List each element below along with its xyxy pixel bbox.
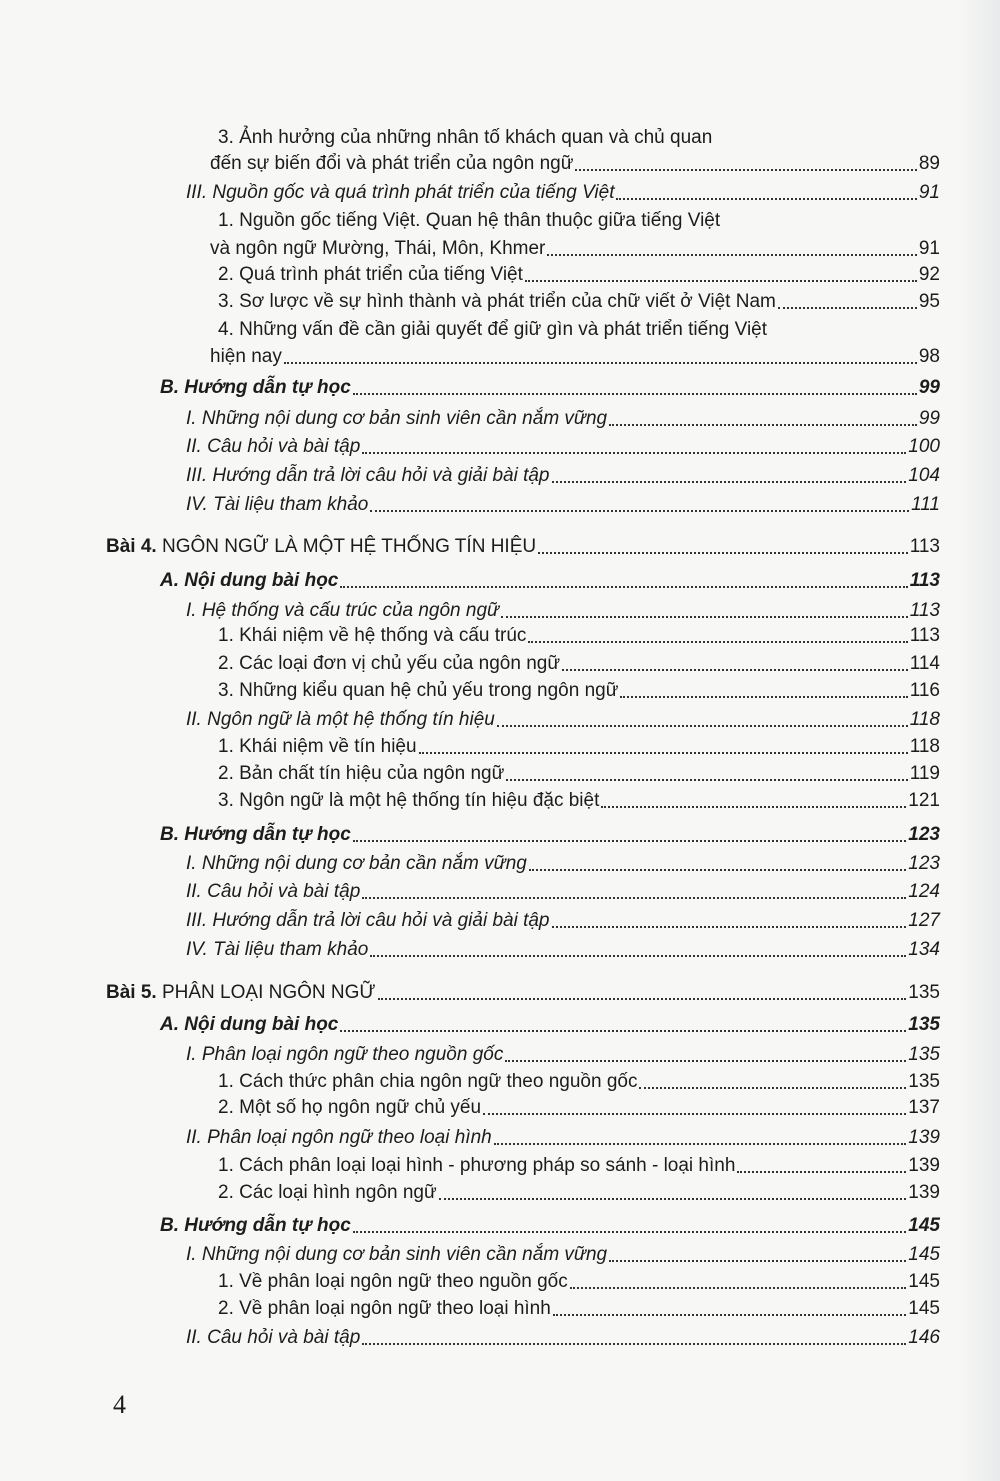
toc-entry-title: 2. Bản chất tín hiệu của ngôn ngữ: [218, 763, 505, 784]
toc-entry-page: 119: [909, 763, 940, 784]
toc-entry-page: 135: [908, 1071, 940, 1092]
toc-entry: [186, 459, 940, 487]
toc-entry-title: II. Ngôn ngữ là một hệ thống tín hiệu: [186, 709, 495, 730]
toc-entry-title: đến sự biến đổi và phát triển của ngôn ngữ: [210, 153, 574, 174]
toc-entry-title: A. Nội dung bài học: [160, 1014, 339, 1035]
toc-entry-page: 118: [909, 709, 940, 730]
toc-entry-page: 92: [918, 264, 940, 285]
dot-leader: [601, 806, 906, 808]
toc-entry-page: 99: [918, 377, 940, 398]
toc-entry: [218, 647, 940, 675]
toc-entry: [218, 1149, 940, 1177]
dot-leader: [538, 552, 908, 554]
toc-entry-page: 139: [908, 1182, 940, 1203]
dot-leader: [362, 452, 906, 454]
toc-entry: [186, 847, 940, 875]
page-edge-shadow: [960, 0, 1000, 1481]
toc-entry: [210, 147, 940, 175]
dot-leader: [639, 1087, 906, 1089]
toc-entry-title: 2. Về phân loại ngôn ngữ theo loại hình: [218, 1298, 551, 1319]
page-number: 4: [113, 1390, 126, 1419]
toc-entry-title: I. Những nội dung cơ bản cần nắm vững: [186, 853, 527, 874]
dot-leader: [553, 1314, 906, 1316]
toc-entry-page: 145: [908, 1244, 940, 1265]
toc-entry: [218, 258, 940, 286]
toc-entry: [160, 1209, 940, 1237]
toc-entry-page: 135: [908, 982, 940, 1003]
toc-entry: [186, 904, 940, 932]
toc-entry: [218, 674, 940, 702]
toc-entry-page: 116: [909, 680, 940, 701]
toc-entry: [218, 784, 940, 812]
toc-entry-page: 114: [909, 653, 940, 674]
toc-entry-title: I. Những nội dung cơ bản sinh viên cần nắm vững: [186, 408, 608, 429]
toc-entry: [218, 730, 940, 758]
toc-entry-title: 1. Khái niệm về tín hiệu: [218, 736, 417, 757]
toc-entry-title: B. Hướng dẫn tự học: [160, 824, 351, 845]
toc-entry-title: Bài 4. NGÔN NGỮ LÀ MỘT HỆ THỐNG TÍN HIỆU: [106, 536, 537, 557]
toc-entry-title: 1. Nguồn gốc tiếng Việt. Quan hệ thân thuộc giữa tiếng Việt: [218, 210, 721, 231]
toc-entry-page: 113: [909, 570, 940, 591]
toc-entry-page: 113: [909, 536, 940, 557]
toc-entry-page: 145: [908, 1215, 940, 1236]
toc-entry: [186, 875, 940, 903]
toc-entry-title: II. Phân loại ngôn ngữ theo loại hình: [186, 1127, 492, 1148]
dot-leader: [340, 586, 907, 588]
dot-leader: [378, 998, 907, 1000]
dot-leader: [340, 1030, 906, 1032]
toc-entry: [186, 402, 940, 430]
toc-entry: [218, 121, 978, 149]
toc-entry-page: 135: [908, 1044, 940, 1065]
toc-entry-page: 91: [918, 182, 940, 203]
toc-entry-title: hiện nay: [210, 346, 282, 367]
dot-leader: [494, 1143, 907, 1145]
toc-entry: [186, 488, 940, 516]
toc-entry-page: 99: [918, 408, 940, 429]
toc-entry-title: 1. Khái niệm về hệ thống và cấu trúc: [218, 625, 527, 646]
dot-leader: [575, 169, 916, 171]
toc-entry-title: 3. Sơ lược về sự hình thành và phát triển của chữ viết ở Việt Nam: [218, 291, 776, 312]
toc-entry-page: 111: [911, 494, 940, 515]
toc-entry-title: B. Hướng dẫn tự học: [160, 1215, 351, 1236]
toc-entry: [186, 1238, 940, 1266]
dot-leader: [362, 897, 906, 899]
dot-leader: [501, 616, 908, 618]
dot-leader: [284, 362, 917, 364]
dot-leader: [353, 393, 917, 395]
dot-leader: [497, 725, 908, 727]
dot-leader: [609, 424, 917, 426]
toc-entry-title: II. Câu hỏi và bài tập: [186, 881, 361, 902]
toc-entry-title: 2. Quá trình phát triển của tiếng Việt: [218, 264, 523, 285]
toc-entry: [186, 594, 940, 622]
dot-leader: [552, 481, 907, 483]
toc-entry: [106, 530, 940, 558]
toc-entry-page: 137: [908, 1097, 940, 1118]
toc-entry: [218, 1292, 940, 1320]
toc-entry-title: 3. Những kiểu quan hệ chủ yếu trong ngôn ngữ: [218, 680, 619, 701]
toc-entry-title: 3. Ảnh hưởng của những nhân tố khách quan và chủ quan: [218, 127, 713, 148]
toc-entry-page: 91: [918, 238, 940, 259]
dot-leader: [737, 1171, 906, 1173]
toc-entry: [160, 371, 940, 399]
toc-entry: [186, 1121, 940, 1149]
toc-entry-title: 4. Những vấn đề cần giải quyết để giữ gìn và phát triển tiếng Việt: [218, 319, 768, 340]
toc-entry-page: 139: [908, 1155, 940, 1176]
dot-leader: [552, 926, 907, 928]
toc-entry: [186, 430, 940, 458]
toc-entry-page: 113: [909, 625, 940, 646]
toc-entry-title: 1. Cách thức phân chia ngôn ngữ theo nguồn gốc: [218, 1071, 638, 1092]
toc-entry-title: 3. Ngôn ngữ là một hệ thống tín hiệu đặc biệt: [218, 790, 600, 811]
toc-entry: [160, 818, 940, 846]
dot-leader: [370, 955, 906, 957]
toc-entry-title: A. Nội dung bài học: [160, 570, 339, 591]
dot-leader: [483, 1113, 906, 1115]
toc-entry-page: 100: [908, 436, 940, 457]
toc-entry-page: 145: [908, 1298, 940, 1319]
dot-leader: [528, 641, 907, 643]
toc-entry-title: III. Hướng dẫn trả lời câu hỏi và giải bài tập: [186, 910, 550, 931]
toc-entry-title: I. Phân loại ngôn ngữ theo nguồn gốc: [186, 1044, 504, 1065]
toc-entry: [218, 313, 978, 341]
toc-entry: [106, 976, 940, 1004]
toc-entry-title: II. Câu hỏi và bài tập: [186, 436, 361, 457]
toc-entry: [218, 1091, 940, 1119]
dot-leader: [570, 1287, 907, 1289]
dot-leader: [370, 510, 909, 512]
toc-entry-title: 2. Các loại đơn vị chủ yếu của ngôn ngữ: [218, 653, 561, 674]
toc-entry-title: I. Hệ thống và cấu trúc của ngôn ngữ: [186, 600, 500, 621]
toc-entry-title: I. Những nội dung cơ bản sinh viên cần nắm vững: [186, 1244, 608, 1265]
toc-entry-page: 145: [908, 1271, 940, 1292]
toc-entry-title: 1. Về phân loại ngôn ngữ theo nguồn gốc: [218, 1271, 568, 1292]
toc-entry: [186, 176, 940, 204]
toc-entry: [218, 1265, 940, 1293]
toc-entry: [218, 1065, 940, 1093]
toc-entry-title: và ngôn ngữ Mường, Thái, Môn, Khmer: [210, 238, 546, 259]
toc-entry-page: 127: [908, 910, 940, 931]
dot-leader: [439, 1198, 907, 1200]
dot-leader: [562, 669, 908, 671]
toc-entry-title: III. Nguồn gốc và quá trình phát triển của tiếng Việt: [186, 182, 615, 203]
toc-entry: [186, 1321, 940, 1349]
dot-leader: [609, 1260, 906, 1262]
toc-entry: [218, 204, 978, 232]
toc-entry: [160, 564, 940, 592]
dot-leader: [525, 280, 917, 282]
toc-entry-page: 118: [909, 736, 940, 757]
toc-entry-page: 124: [908, 881, 940, 902]
dot-leader: [620, 696, 907, 698]
toc-entry-page: 89: [918, 153, 940, 174]
toc-entry-title: III. Hướng dẫn trả lời câu hỏi và giải bài tập: [186, 465, 550, 486]
toc-entry-page: 134: [908, 939, 940, 960]
toc-entry-title: IV. Tài liệu tham khảo: [186, 494, 369, 515]
toc-entry-title: B. Hướng dẫn tự học: [160, 377, 351, 398]
toc-entry-title: IV. Tài liệu tham khảo: [186, 939, 369, 960]
toc-entry: [218, 757, 940, 785]
toc-entry-title: Bài 5. PHÂN LOẠI NGÔN NGỮ: [106, 982, 376, 1003]
dot-leader: [778, 307, 917, 309]
toc-entry-page: 121: [908, 790, 940, 811]
toc-entry-page: 98: [918, 346, 940, 367]
dot-leader: [419, 752, 908, 754]
toc-entry-page: 113: [909, 600, 940, 621]
toc-entry: [186, 703, 940, 731]
toc-entry: [186, 933, 940, 961]
dot-leader: [547, 254, 916, 256]
toc-entry-page: 123: [908, 824, 940, 845]
toc-entry-page: 146: [908, 1327, 940, 1348]
toc-entry: [218, 619, 940, 647]
toc-entry-page: 135: [908, 1014, 940, 1035]
dot-leader: [506, 779, 907, 781]
dot-leader: [505, 1060, 906, 1062]
toc-entry: [218, 1176, 940, 1204]
dot-leader: [616, 198, 916, 200]
toc-entry: [210, 232, 940, 260]
toc-entry-title: 2. Các loại hình ngôn ngữ: [218, 1182, 437, 1203]
toc-entry: [186, 1038, 940, 1066]
toc-entry-page: 139: [908, 1127, 940, 1148]
dot-leader: [353, 1231, 906, 1233]
dot-leader: [353, 840, 906, 842]
toc-entry-page: 104: [908, 465, 940, 486]
toc-entry-title: 2. Một số họ ngôn ngữ chủ yếu: [218, 1097, 482, 1118]
dot-leader: [362, 1343, 906, 1345]
toc-entry: [160, 1008, 940, 1036]
toc-entry: [218, 285, 940, 313]
toc-entry: [210, 340, 940, 368]
toc-entry-title: 1. Cách phân loại loại hình - phương pháp so sánh - loại hình: [218, 1155, 736, 1176]
toc-entry-page: 95: [918, 291, 940, 312]
toc-entry-page: 123: [908, 853, 940, 874]
dot-leader: [529, 869, 906, 871]
toc-entry-title: II. Câu hỏi và bài tập: [186, 1327, 361, 1348]
